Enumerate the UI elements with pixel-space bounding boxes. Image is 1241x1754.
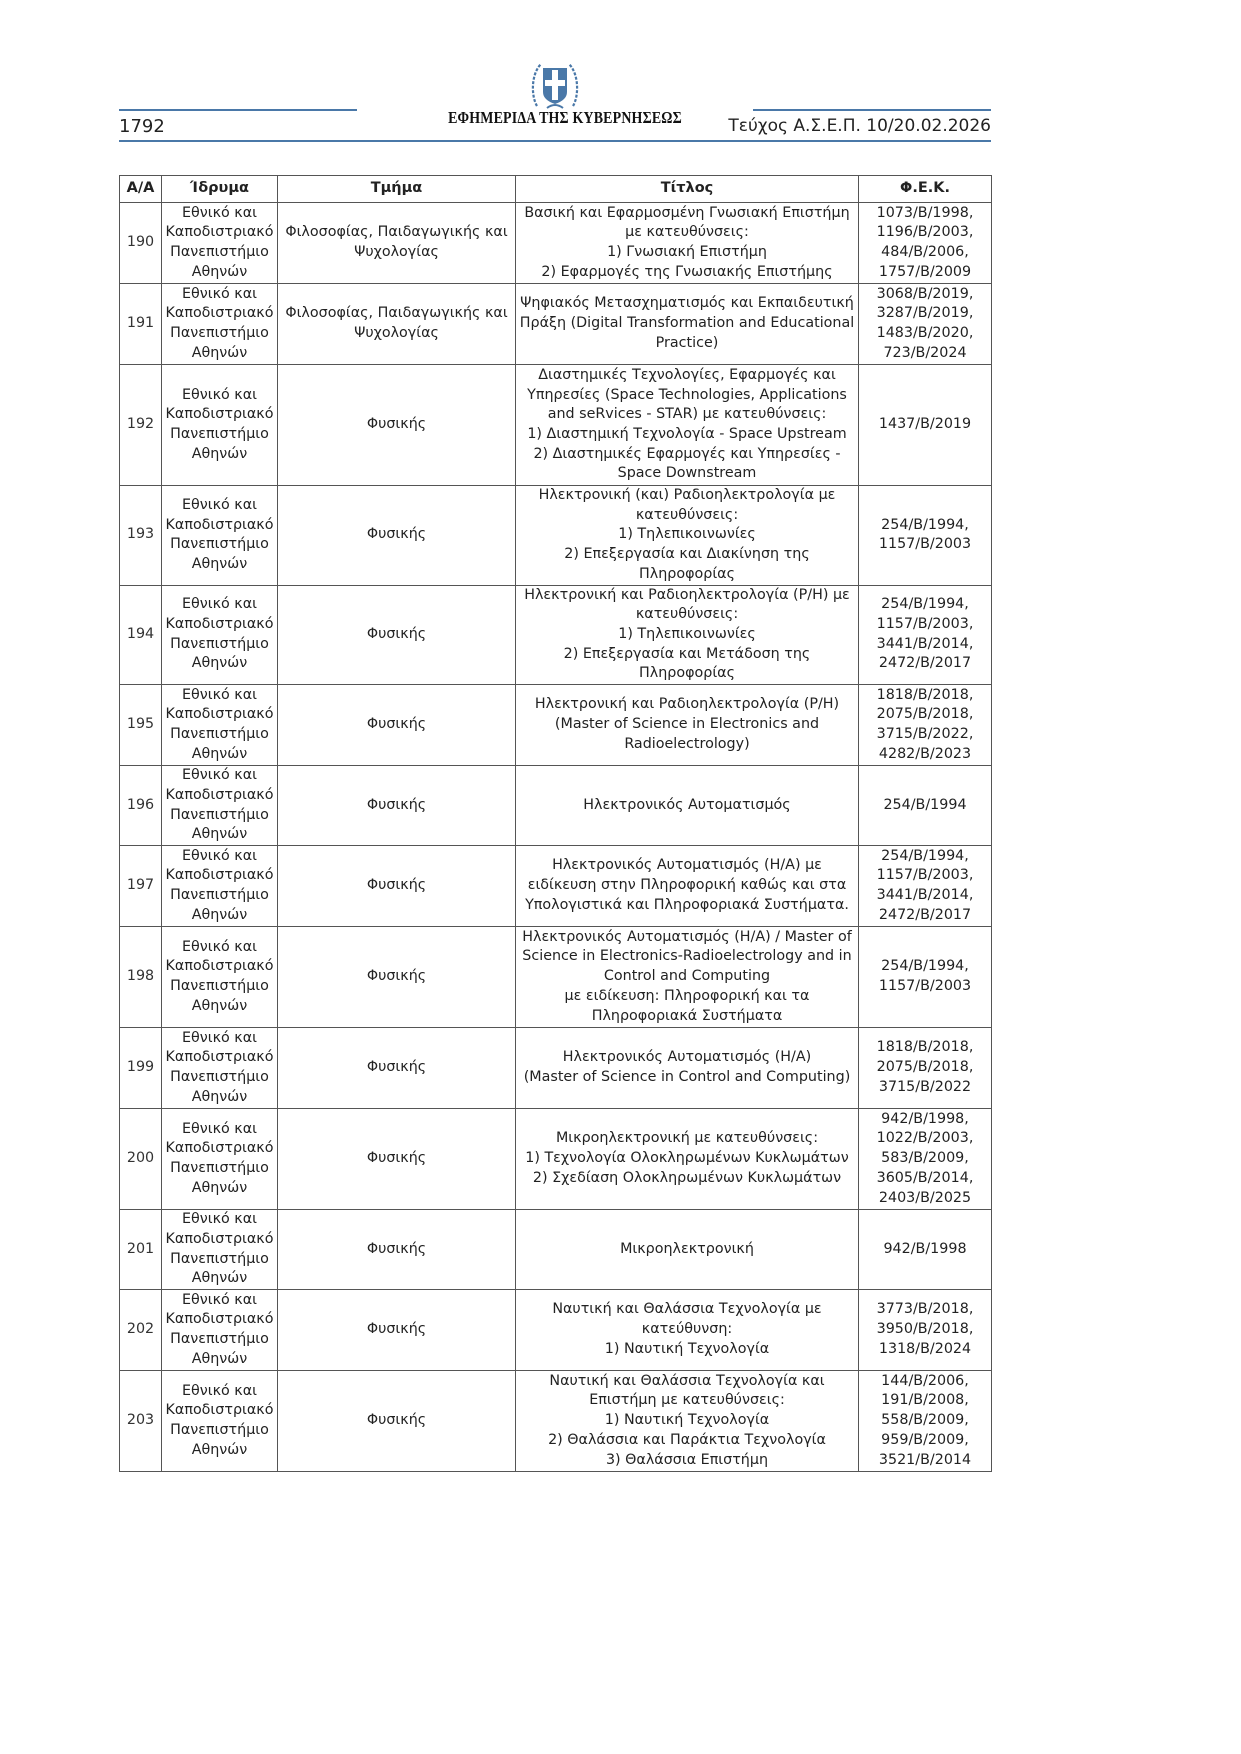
fek-reference: 1157/Β/2003 <box>878 536 972 553</box>
fek-reference: 3773/Β/2018, <box>876 1301 974 1318</box>
title-line: Ηλεκτρονικός Αυτοματισμός (Η/Α) / Master of Science in Electronics-Radioelectrology and in Control and Computing <box>522 928 852 985</box>
fek-reference: 3715/Β/2022 <box>878 1078 972 1095</box>
table-row <box>120 1290 992 1371</box>
fek-reference: 144/Β/2006, <box>881 1372 969 1389</box>
fek-cell <box>859 486 992 586</box>
fek-reference: 3068/Β/2019, <box>876 285 974 302</box>
department-cell: Φυσικής <box>278 1028 516 1109</box>
row-number-cell: 199 <box>120 1028 162 1109</box>
title-line: 1) Ναυτική Τεχνολογία <box>604 1340 770 1357</box>
title-line: Ψηφιακός Μετασχηματισμός και Εκπαιδευτική Πράξη (Digital Transformation and Educational Practice) <box>519 295 855 351</box>
fek-reference: 558/Β/2009, <box>881 1412 969 1429</box>
title-cell <box>516 1290 859 1371</box>
header-rule-left <box>119 109 357 111</box>
programs-table <box>119 175 992 1472</box>
fek-reference: 3287/Β/2019, <box>876 305 974 322</box>
fek-reference: 3605/Β/2014, <box>876 1169 974 1186</box>
column-header-institution: Ίδρυμα <box>162 176 278 203</box>
fek-cell <box>859 284 992 365</box>
fek-reference: 1757/Β/2009 <box>878 263 972 280</box>
institution-cell: Εθνικό και Καποδιστριακό Πανεπιστήμιο Αθηνών <box>162 927 278 1028</box>
department-cell: Φυσικής <box>278 766 516 846</box>
title-line: Ναυτική και Θαλάσσια Τεχνολογία με κατεύθυνση: <box>552 1301 822 1338</box>
title-line: Ηλεκτρονική και Ραδιοηλεκτρολογία (Ρ/Η) <box>534 696 840 713</box>
row-number-cell: 198 <box>120 927 162 1028</box>
department-cell: Φυσικής <box>278 685 516 766</box>
row-number-cell: 194 <box>120 585 162 685</box>
fek-reference: 2472/Β/2017 <box>878 655 972 672</box>
fek-reference: 254/Β/1994 <box>883 796 967 813</box>
table-row <box>120 203 992 284</box>
table-row <box>120 766 992 846</box>
title-line: (Master of Science in Control and Computing) <box>523 1069 851 1086</box>
fek-reference: 191/Β/2008, <box>881 1392 969 1409</box>
title-cell <box>516 846 859 927</box>
title-line: Μικροηλεκτρονική με κατευθύνσεις: <box>555 1130 819 1147</box>
title-line: 3) Θαλάσσια Επιστήμη <box>605 1451 769 1468</box>
fek-reference: 1157/Β/2003, <box>876 616 974 633</box>
fek-reference: 3521/Β/2014 <box>878 1451 972 1468</box>
fek-reference: 3441/Β/2014, <box>876 887 974 904</box>
title-cell <box>516 486 859 586</box>
table-row <box>120 486 992 586</box>
title-line: 2) Επεξεργασία και Διακίνηση της Πληροφορίας <box>564 546 810 582</box>
fek-reference: 1073/Β/1998, <box>876 204 974 221</box>
fek-reference: 254/Β/1994, <box>881 958 969 975</box>
fek-reference: 1483/Β/2020, <box>876 325 974 341</box>
row-number-cell: 192 <box>120 365 162 486</box>
fek-cell <box>859 203 992 284</box>
department-cell: Φιλοσοφίας, Παιδαγωγικής και Ψυχολογίας <box>278 203 516 284</box>
title-line: 2) Διαστημικές Εφαρμογές και Υπηρεσίες - Space Downstream <box>533 445 841 482</box>
row-number-cell: 191 <box>120 284 162 365</box>
fek-reference: 254/Β/1994, <box>881 596 969 613</box>
department-cell: Φυσικής <box>278 1210 516 1290</box>
title-line: με ειδίκευση: Πληροφορική και τα Πληροφοριακά Συστήματα <box>564 987 810 1024</box>
title-cell <box>516 1028 859 1109</box>
gazette-title: ΕΦΗΜΕΡΙΔΑ ΤΗΣ ΚΥΒΕΡΝΗΣΕΩΣ <box>448 108 682 127</box>
institution-cell: Εθνικό και Καποδιστριακό Πανεπιστήμιο Αθηνών <box>162 203 278 284</box>
fek-cell <box>859 1028 992 1109</box>
title-line: 1) Γνωσιακή Επιστήμη <box>607 244 767 260</box>
page-header <box>119 50 991 160</box>
title-cell <box>516 365 859 486</box>
header-rule-bottom <box>119 140 991 142</box>
table-row <box>120 1109 992 1210</box>
fek-reference: 1157/Β/2003 <box>878 978 972 995</box>
table-row <box>120 846 992 927</box>
column-header-aa: Α/Α <box>120 176 162 203</box>
institution-cell: Εθνικό και Καποδιστριακό Πανεπιστήμιο Αθηνών <box>162 1028 278 1109</box>
fek-reference: 1022/Β/2003, <box>876 1130 974 1147</box>
fek-reference: 3715/Β/2022, <box>876 726 974 743</box>
column-header-fek: Φ.Ε.Κ. <box>859 176 992 203</box>
institution-cell: Εθνικό και Καποδιστριακό Πανεπιστήμιο Αθηνών <box>162 1210 278 1290</box>
table-row <box>120 284 992 365</box>
title-line: 2) Εφαρμογές της Γνωσιακής Επιστήμης <box>541 263 833 280</box>
title-line: Διαστημικές Τεχνολογίες, Εφαρμογές και Υπηρεσίες (Space Technologies, Applications and seRvices - STAR) με κατευθύνσεις: <box>527 366 847 423</box>
title-line: (Master of Science in Electronics and Radioelectrology) <box>554 716 820 752</box>
title-cell <box>516 1371 859 1472</box>
fek-reference: 2075/Β/2018, <box>876 706 974 723</box>
fek-cell <box>859 1109 992 1210</box>
title-line: Ηλεκτρονικός Αυτοματισμός <box>583 796 791 813</box>
table-row <box>120 1210 992 1290</box>
institution-cell: Εθνικό και Καποδιστριακό Πανεπιστήμιο Αθηνών <box>162 365 278 486</box>
institution-cell: Εθνικό και Καποδιστριακό Πανεπιστήμιο Αθηνών <box>162 1371 278 1472</box>
title-cell <box>516 766 859 846</box>
department-cell: Φυσικής <box>278 1109 516 1210</box>
institution-cell: Εθνικό και Καποδιστριακό Πανεπιστήμιο Αθηνών <box>162 585 278 685</box>
title-cell <box>516 585 859 685</box>
fek-reference: 2075/Β/2018, <box>876 1059 974 1076</box>
table-row <box>120 685 992 766</box>
title-line: 1) Ναυτική Τεχνολογία <box>604 1412 770 1429</box>
fek-reference: 723/Β/2024 <box>883 344 967 361</box>
title-line: 2) Σχεδίαση Ολοκληρωμένων Κυκλωμάτων <box>532 1169 842 1186</box>
title-line: 1) Τηλεπικοινωνίες <box>618 526 756 543</box>
fek-reference: 1818/Β/2018, <box>876 686 974 703</box>
fek-reference: 959/Β/2009, <box>881 1431 969 1448</box>
title-cell <box>516 927 859 1028</box>
department-cell: Φυσικής <box>278 486 516 586</box>
title-line: Βασική και Εφαρμοσμένη Γνωσιακή Επιστήμη με κατευθύνσεις: <box>524 204 850 241</box>
table-header-row <box>120 176 992 203</box>
fek-reference: 2472/Β/2017 <box>878 906 972 923</box>
fek-reference: 254/Β/1994, <box>881 516 969 533</box>
fek-reference: 1437/Β/2019 <box>878 416 972 433</box>
department-cell: Φιλοσοφίας, Παιδαγωγικής και Ψυχολογίας <box>278 284 516 365</box>
title-line: 1) Τηλεπικοινωνίες <box>618 625 756 642</box>
fek-reference: 1818/Β/2018, <box>876 1039 974 1056</box>
row-number-cell: 200 <box>120 1109 162 1210</box>
title-line: Ηλεκτρονική και Ραδιοηλεκτρολογία (Ρ/Η) με κατευθύνσεις: <box>524 586 850 623</box>
fek-reference: 484/Β/2006, <box>881 244 969 260</box>
row-number-cell: 202 <box>120 1290 162 1371</box>
institution-cell: Εθνικό και Καποδιστριακό Πανεπιστήμιο Αθηνών <box>162 846 278 927</box>
institution-cell: Εθνικό και Καποδιστριακό Πανεπιστήμιο Αθηνών <box>162 284 278 365</box>
row-number-cell: 190 <box>120 203 162 284</box>
title-cell <box>516 1109 859 1210</box>
table-row <box>120 927 992 1028</box>
title-line: Μικροηλεκτρονική <box>620 1240 754 1257</box>
fek-cell <box>859 685 992 766</box>
department-cell: Φυσικής <box>278 1371 516 1472</box>
institution-cell: Εθνικό και Καποδιστριακό Πανεπιστήμιο Αθηνών <box>162 486 278 586</box>
row-number-cell: 197 <box>120 846 162 927</box>
fek-reference: 3950/Β/2018, <box>876 1321 974 1338</box>
institution-cell: Εθνικό και Καποδιστριακό Πανεπιστήμιο Αθηνών <box>162 766 278 846</box>
title-line: Ηλεκτρονική (και) Ραδιοηλεκτρολογία με κατευθύνσεις: <box>538 487 836 523</box>
title-cell <box>516 1210 859 1290</box>
fek-reference: 1196/Β/2003, <box>876 224 974 241</box>
row-number-cell: 201 <box>120 1210 162 1290</box>
title-line: 1) Τεχνολογία Ολοκληρωμένων Κυκλωμάτων <box>525 1150 849 1167</box>
fek-cell <box>859 1290 992 1371</box>
fek-reference: 942/Β/1998, <box>881 1110 969 1127</box>
table-row <box>120 1371 992 1472</box>
title-cell <box>516 284 859 365</box>
header-rule-right <box>753 109 991 111</box>
department-cell: Φυσικής <box>278 585 516 685</box>
issue-number: Τεύχος Α.Σ.Ε.Π. 10/20.02.2026 <box>728 116 991 136</box>
title-cell <box>516 685 859 766</box>
row-number-cell: 195 <box>120 685 162 766</box>
title-line: 2) Επεξεργασία και Μετάδοση της Πληροφορίας <box>563 645 811 682</box>
row-number-cell: 196 <box>120 766 162 846</box>
title-line: Ηλεκτρονικός Αυτοματισμός (Η/Α) <box>562 1049 812 1066</box>
row-number-cell: 193 <box>120 486 162 586</box>
fek-cell <box>859 585 992 685</box>
fek-reference: 1157/Β/2003, <box>876 867 974 884</box>
fek-reference: 583/Β/2009, <box>881 1150 969 1167</box>
table-body <box>120 203 992 1472</box>
title-line: 2) Θαλάσσια και Παράκτια Τεχνολογία <box>548 1431 826 1448</box>
fek-reference: 1318/Β/2024 <box>878 1340 972 1357</box>
fek-cell <box>859 927 992 1028</box>
page-number: 1792 <box>119 116 165 137</box>
fek-cell <box>859 1210 992 1290</box>
fek-cell <box>859 766 992 846</box>
fek-reference: 942/Β/1998 <box>883 1240 967 1257</box>
table-row <box>120 365 992 486</box>
institution-cell: Εθνικό και Καποδιστριακό Πανεπιστήμιο Αθηνών <box>162 1290 278 1371</box>
department-cell: Φυσικής <box>278 927 516 1028</box>
department-cell: Φυσικής <box>278 1290 516 1371</box>
table-row <box>120 585 992 685</box>
institution-cell: Εθνικό και Καποδιστριακό Πανεπιστήμιο Αθηνών <box>162 1109 278 1210</box>
fek-reference: 254/Β/1994, <box>881 847 969 864</box>
fek-reference: 2403/Β/2025 <box>878 1189 972 1206</box>
column-header-title: Τίτλος <box>516 176 859 203</box>
fek-cell <box>859 365 992 486</box>
column-header-department: Τμήμα <box>278 176 516 203</box>
title-line: 1) Διαστημική Τεχνολογία - Space Upstream <box>527 426 847 442</box>
department-cell: Φυσικής <box>278 365 516 486</box>
department-cell: Φυσικής <box>278 846 516 927</box>
row-number-cell: 203 <box>120 1371 162 1472</box>
title-line: Ναυτική και Θαλάσσια Τεχνολογία και Επιστήμη με κατευθύνσεις: <box>549 1372 825 1409</box>
institution-cell: Εθνικό και Καποδιστριακό Πανεπιστήμιο Αθηνών <box>162 685 278 766</box>
title-line: Ηλεκτρονικός Αυτοματισμός (Η/Α) με ειδίκευση στην Πληροφορική καθώς και στα Υπολογιστικά και Πληροφοριακά Συστήματα. <box>525 857 849 913</box>
fek-cell <box>859 846 992 927</box>
fek-cell <box>859 1371 992 1472</box>
table-row <box>120 1028 992 1109</box>
title-cell <box>516 203 859 284</box>
fek-reference: 4282/Β/2023 <box>878 745 972 762</box>
fek-reference: 3441/Β/2014, <box>876 635 974 652</box>
greek-coat-of-arms-icon <box>529 56 581 112</box>
